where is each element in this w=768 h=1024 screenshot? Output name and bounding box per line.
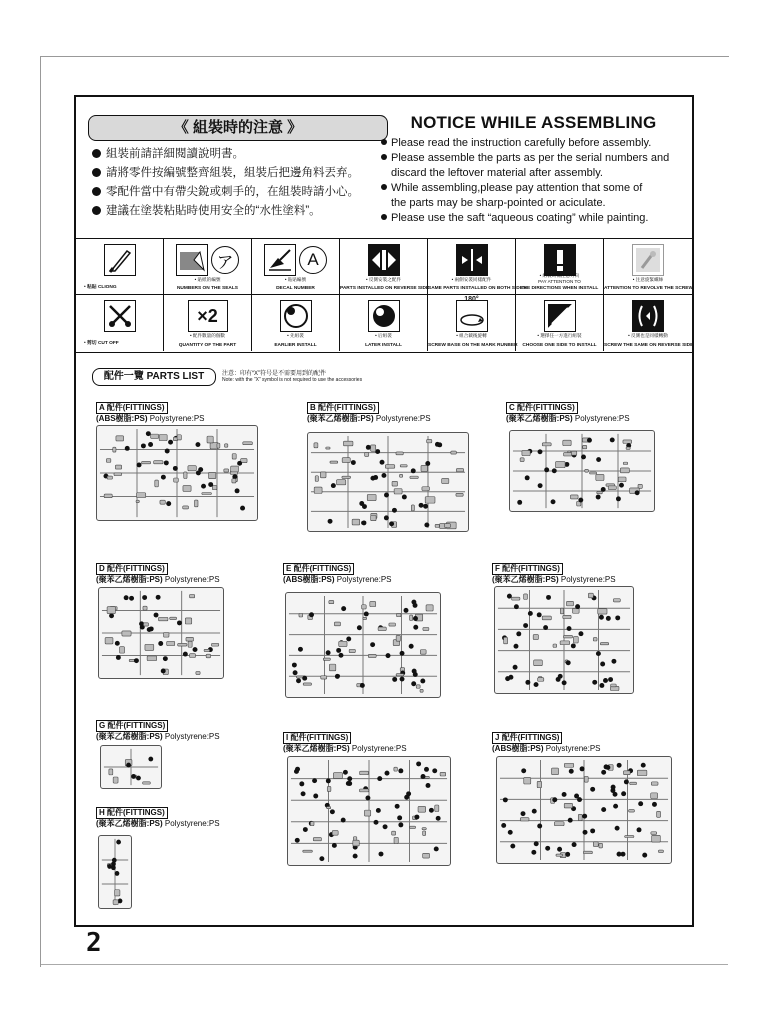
part-material-cn: (ABS樹脂:PS) [96,414,148,423]
both-sides-icon [456,244,488,276]
symbol-label-cn: • 配件數量的個數 [189,333,226,338]
symbol-label-en: QUANTITY OF THE PART [178,343,237,348]
symbol-label-cn: • 先組裝 [287,333,304,338]
part-material-en: Polystyrene:PS [351,744,407,753]
symbol-label-cn: • 貼紙的編號 [194,277,221,282]
part-j [492,732,601,754]
bullet-icon [92,168,101,177]
part-letter: C 配件(FITTINGS) [506,402,578,414]
runner-d-diagram [98,587,224,679]
decal-seal-icon [176,244,208,276]
cn-notice [88,115,388,225]
en-notice-item: Please read the instruction carefully before assembly. [381,136,686,151]
symbol-cell [516,295,604,351]
en-notice-item: discard the leftover material after assembly. [391,167,603,179]
symbol-cell [164,239,252,295]
screw-reverse-icon [632,300,664,332]
part-letter: H 配件(FITTINGS) [96,807,168,819]
parts-list-note-en: Note: with the “X” symbol is not required to use the accessories [222,377,363,383]
bullet-icon [92,149,101,158]
runner-h-diagram [98,835,132,909]
part-letter: A 配件(FITTINGS) [96,402,168,414]
part-material-cn: (ABS樹脂:PS) [283,575,335,584]
page-number: 2 [86,928,102,958]
part-material-en: Polystyrene:PS [545,744,601,753]
part-a [96,402,205,424]
symbol-cell [76,295,164,351]
symbol-label-en: DECAL NUMBER [276,286,315,291]
decal-letter-icon: A [299,246,327,274]
part-letter: F 配件(FITTINGS) [492,563,563,575]
bullet-icon [381,214,387,220]
symbol-cell [516,239,604,295]
part-material-cn: (聚苯乙烯樹脂:PS) [96,732,163,741]
runner-g-diagram [100,745,162,789]
part-g [96,720,220,742]
part-d [96,563,220,585]
symbol-label-cn: • 反側也是同樣轉動 [628,333,668,338]
symbol-cell [164,295,252,351]
parts-list-note-cn: 注意：印有“X”符号是不需要用到的配件 [222,371,326,377]
earlier-install-icon [280,300,312,332]
part-material-en: Polystyrene:PS [164,732,220,741]
symbol-label-cn: • 組合載後旋轉 [456,333,487,338]
part-letter: G 配件(FITTINGS) [96,720,168,732]
bullet-icon [92,187,101,196]
revolve-screw-icon [632,244,664,276]
symbol-label-cn: • 組裝時需注意方向 [539,273,580,278]
part-e [283,563,392,585]
cn-notice-list [92,145,359,221]
symbol-label-cn: • 注意旋緊螺絲 [632,277,664,282]
symbol-cell [604,295,692,351]
en-notice-item: While assembling,please pay attention that some of [381,181,686,196]
symbol-label-en: CHOOSE ONE SIDE TO INSTALL [522,343,597,348]
runner-a-diagram [96,425,258,521]
symbol-label: • 粘貼 CLIONG [84,285,117,290]
later-install-icon [368,300,400,332]
part-material-cn: (聚苯乙烯樹脂:PS) [96,819,163,828]
part-material-cn: (ABS樹脂:PS) [492,744,544,753]
part-material-en: Polystyrene:PS [164,575,220,584]
symbol-cell [252,239,340,295]
symbol-cell [252,295,340,351]
parts-list-title: 配件一覽 PARTS LIST [92,368,216,386]
symbol-label: • 剪切 CUT OFF [84,341,119,346]
symbol-label-en: THE DIRECTIONS WHEN INSTALL [520,286,599,291]
part-material-en: Polystyrene:PS [560,575,616,584]
part-material-en: Polystyrene:PS [375,414,431,423]
quantity-icon: ×2 [188,300,228,332]
en-notice-item: Please assemble the parts as per the serial numbers and [381,151,686,166]
runner-e-diagram [285,592,441,698]
symbol-cell [428,295,516,351]
part-material-cn: (聚苯乙烯樹脂:PS) [492,575,559,584]
part-letter: B 配件(FITTINGS) [307,402,379,414]
part-material-cn: (聚苯乙烯樹脂:PS) [307,414,374,423]
part-h [96,807,220,829]
decal-letter-icon: ア [211,246,239,274]
symbol-label-en: PAY ATTENTION TO [538,279,581,284]
part-f [492,563,616,585]
symbol-label-cn: • 貼貼編號 [284,277,307,282]
part-letter: D 配件(FITTINGS) [96,563,168,575]
symbol-cell [604,239,692,295]
part-material-cn: (聚苯乙烯樹脂:PS) [96,575,163,584]
cn-notice-item: 請將零件按編號整齊組裝，組裝后把邊角料丟弃。 [92,164,359,183]
cut-off-icon [104,300,136,332]
symbol-legend [76,239,692,351]
part-i [283,732,407,754]
symbol-cell [428,239,527,295]
en-notice-title: NOTICE WHILE ASSEMBLING [410,113,657,132]
bullet-icon [381,139,387,145]
runner-b-diagram [307,432,469,532]
part-b [307,402,431,424]
part-material-en: Polystyrene:PS [574,414,630,423]
symbol-label-en: SAME PARTS INSTALLED ON BOTH SIDES [428,286,527,291]
part-material-en: Polystyrene:PS [164,819,220,828]
part-material-cn: (聚苯乙烯樹脂:PS) [283,744,350,753]
decal-number-icon [264,244,296,276]
part-c [506,402,630,424]
symbol-cell [340,239,428,295]
symbol-label-en: ATTENTION TO REVOLVE THE SCREW [604,286,694,291]
runner-i-diagram [287,756,451,866]
bullet-icon [92,206,101,215]
part-material-cn: (聚苯乙烯樹脂:PS) [506,414,573,423]
en-notice-item: the parts may be sharp-pointed or aciculate. [391,197,606,209]
symbol-label-en: SCREW THE SAME ON REVERSE SIDE [604,343,694,348]
en-notice-list [381,136,686,226]
symbol-label-cn: • 反側安裝之配件 [365,277,402,282]
symbol-label-en: PARTS INSTALLED ON REVERSE SIDE [340,286,430,291]
knife-icon [104,244,136,276]
symbol-label-en: LATER INSTALL [365,343,402,348]
symbol-label-en: EARLIER INSTALL [274,343,317,348]
part-letter: I 配件(FITTINGS) [283,732,351,744]
symbol-label-en: NUMBERS ON THE SEALS [176,286,239,291]
screw-degree-label: 180° [464,296,479,303]
cn-notice-item: 零配件當中有帶尖銳或刺手的，在組裝時請小心。 [92,183,359,202]
runner-c-diagram [509,430,655,512]
runner-f-diagram [494,586,634,694]
symbol-label-cn: • 選擇任一方進行組裝 [537,333,582,338]
bullet-icon [381,154,387,160]
cn-notice-item: 建議在塗裝粘貼時使用安全的“水性塗料”。 [92,202,359,221]
en-notice [381,113,686,226]
bullet-icon [381,184,387,190]
part-letter: E 配件(FITTINGS) [283,563,354,575]
en-notice-item: Please use the saft “aqueous coating” while painting. [381,211,686,226]
symbol-label-cn: • 兩側安裝同樣配件 [451,277,492,282]
cn-notice-item: 組裝前請詳細閱讀說明書。 [92,145,359,164]
part-material-en: Polystyrene:PS [149,414,205,423]
reverse-side-icon [368,244,400,276]
divider [74,352,694,353]
cn-notice-title: 《 組裝時的注意 》 [88,115,388,141]
runner-j-diagram [496,756,672,864]
part-material-en: Polystyrene:PS [336,575,392,584]
symbol-label-en: SCREW BASE ON THE MARK RUNBER [428,343,518,348]
screw-base-icon [456,300,488,332]
choose-side-icon [544,300,576,332]
part-letter: J 配件(FITTINGS) [492,732,562,744]
symbol-label-cn: • 后組裝 [375,333,392,338]
attention-icon [544,244,576,276]
symbol-cell [76,239,164,295]
symbol-cell [340,295,428,351]
